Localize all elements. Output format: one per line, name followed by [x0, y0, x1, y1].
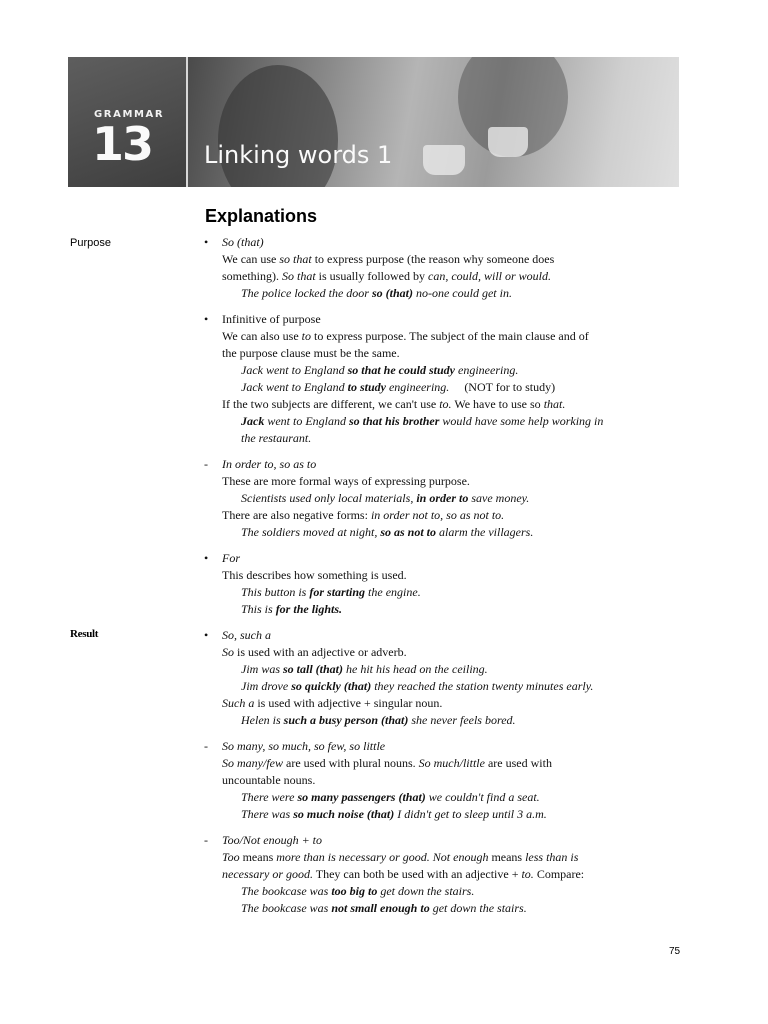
- section-title: [204, 832, 684, 849]
- section-title-text: For: [222, 551, 240, 565]
- unit-banner: [68, 57, 679, 187]
- margin-label-result: Result: [70, 628, 99, 640]
- section-title: [204, 234, 684, 251]
- example-sentence: The soldiers moved at night, so as not to alarm the villagers.: [241, 525, 534, 539]
- page-number: 75: [669, 946, 681, 957]
- explanation-text: Such a is used with adjective + singular noun.: [222, 696, 443, 710]
- example-sentence: This button is for starting the engine.: [241, 585, 421, 599]
- example-sentence: The bookcase was not small enough to get down the stairs.: [241, 901, 527, 915]
- example-sentence: The police locked the door so (that) no-one could get in.: [241, 286, 512, 300]
- example-sentence: the restaurant.: [241, 431, 312, 445]
- section-title-text: So (that): [222, 235, 264, 249]
- section-title: [204, 456, 684, 473]
- section-title: [204, 738, 684, 755]
- example-sentence: This is for the lights.: [241, 602, 343, 616]
- explanation-text: If the two subjects are different, we can't use to. We have to use so that.: [222, 397, 566, 411]
- photo-cup-right: [488, 127, 528, 157]
- bullet-marker: •: [204, 551, 209, 565]
- section-title-text: So many, so much, so few, so little: [222, 739, 386, 753]
- example-sentence: The bookcase was too big to get down the stairs.: [241, 884, 475, 898]
- example-sentence: There was so much noise (that) I didn't get to sleep until 3 a.m.: [241, 807, 547, 821]
- explanation-section: [204, 234, 684, 302]
- bullet-marker: •: [204, 235, 209, 249]
- explanation-section: [204, 456, 684, 541]
- example-sentence: Jack went to England so that he could study engineering.: [241, 363, 519, 377]
- explanation-text: the purpose clause must be the same.: [222, 346, 400, 360]
- explanation-text: So many/few are used with plural nouns. So much/little are used with: [222, 756, 552, 770]
- section-title-text: So, such a: [222, 628, 271, 642]
- section-title: [204, 627, 684, 644]
- example-sentence: Helen is such a busy person (that) she never feels bored.: [241, 713, 516, 727]
- section-title-text: Too/Not enough + to: [222, 833, 323, 847]
- bullet-marker: •: [204, 312, 209, 326]
- unit-title: Linking words 1: [204, 141, 393, 169]
- explanation-text: This describes how something is used.: [222, 568, 407, 582]
- example-sentence: Scientists used only local materials, in order to save money.: [241, 491, 530, 505]
- explanation-text: Too means more than is necessary or good. Not enough means less than is: [222, 850, 579, 864]
- bullet-marker: -: [204, 739, 208, 753]
- explanations-body: [204, 234, 684, 926]
- grammar-label: GRAMMAR: [94, 109, 165, 120]
- margin-label-purpose: Purpose: [70, 237, 111, 249]
- example-sentence: There were so many passengers (that) we couldn't find a seat.: [241, 790, 540, 804]
- example-sentence: Jim drove so quickly (that) they reached the station twenty minutes early.: [241, 679, 594, 693]
- explanation-text: We can use so that to express purpose (the reason why someone does: [222, 252, 555, 266]
- explanation-section: [204, 738, 684, 823]
- section-title-text: In order to, so as to: [222, 457, 317, 471]
- example-sentence: Jim was so tall (that) he hit his head on the ceiling.: [241, 662, 488, 676]
- example-sentence: Jack went to England to study engineering. (NOT for to study): [241, 380, 556, 394]
- photo-cup-left: [423, 145, 465, 175]
- explanation-text: We can also use to to express purpose. The subject of the main clause and of: [222, 329, 589, 343]
- explanation-text: uncountable nouns.: [222, 773, 316, 787]
- unit-number: 13: [92, 117, 153, 171]
- explanation-section: [204, 550, 684, 618]
- bullet-marker: •: [204, 628, 209, 642]
- explanation-text: These are more formal ways of expressing purpose.: [222, 474, 470, 488]
- section-title: [204, 311, 684, 328]
- bullet-marker: -: [204, 833, 208, 847]
- explanation-text: So is used with an adjective or adverb.: [222, 645, 407, 659]
- example-sentence: Jack went to England so that his brother would have some help working in: [241, 414, 604, 428]
- bullet-marker: -: [204, 457, 208, 471]
- section-title: [204, 550, 684, 567]
- explanation-section: [204, 627, 684, 729]
- explanation-section: [204, 832, 684, 917]
- explanation-text: necessary or good. They can both be used with an adjective + to. Compare:: [222, 867, 585, 881]
- section-title-text: Infinitive of purpose: [222, 312, 321, 326]
- explanation-text: There are also negative forms: in order not to, so as not to.: [222, 508, 505, 522]
- explanation-section: [204, 311, 684, 447]
- explanation-text: something). So that is usually followed by can, could, will or would.: [222, 269, 551, 283]
- section-heading: Explanations: [205, 206, 318, 226]
